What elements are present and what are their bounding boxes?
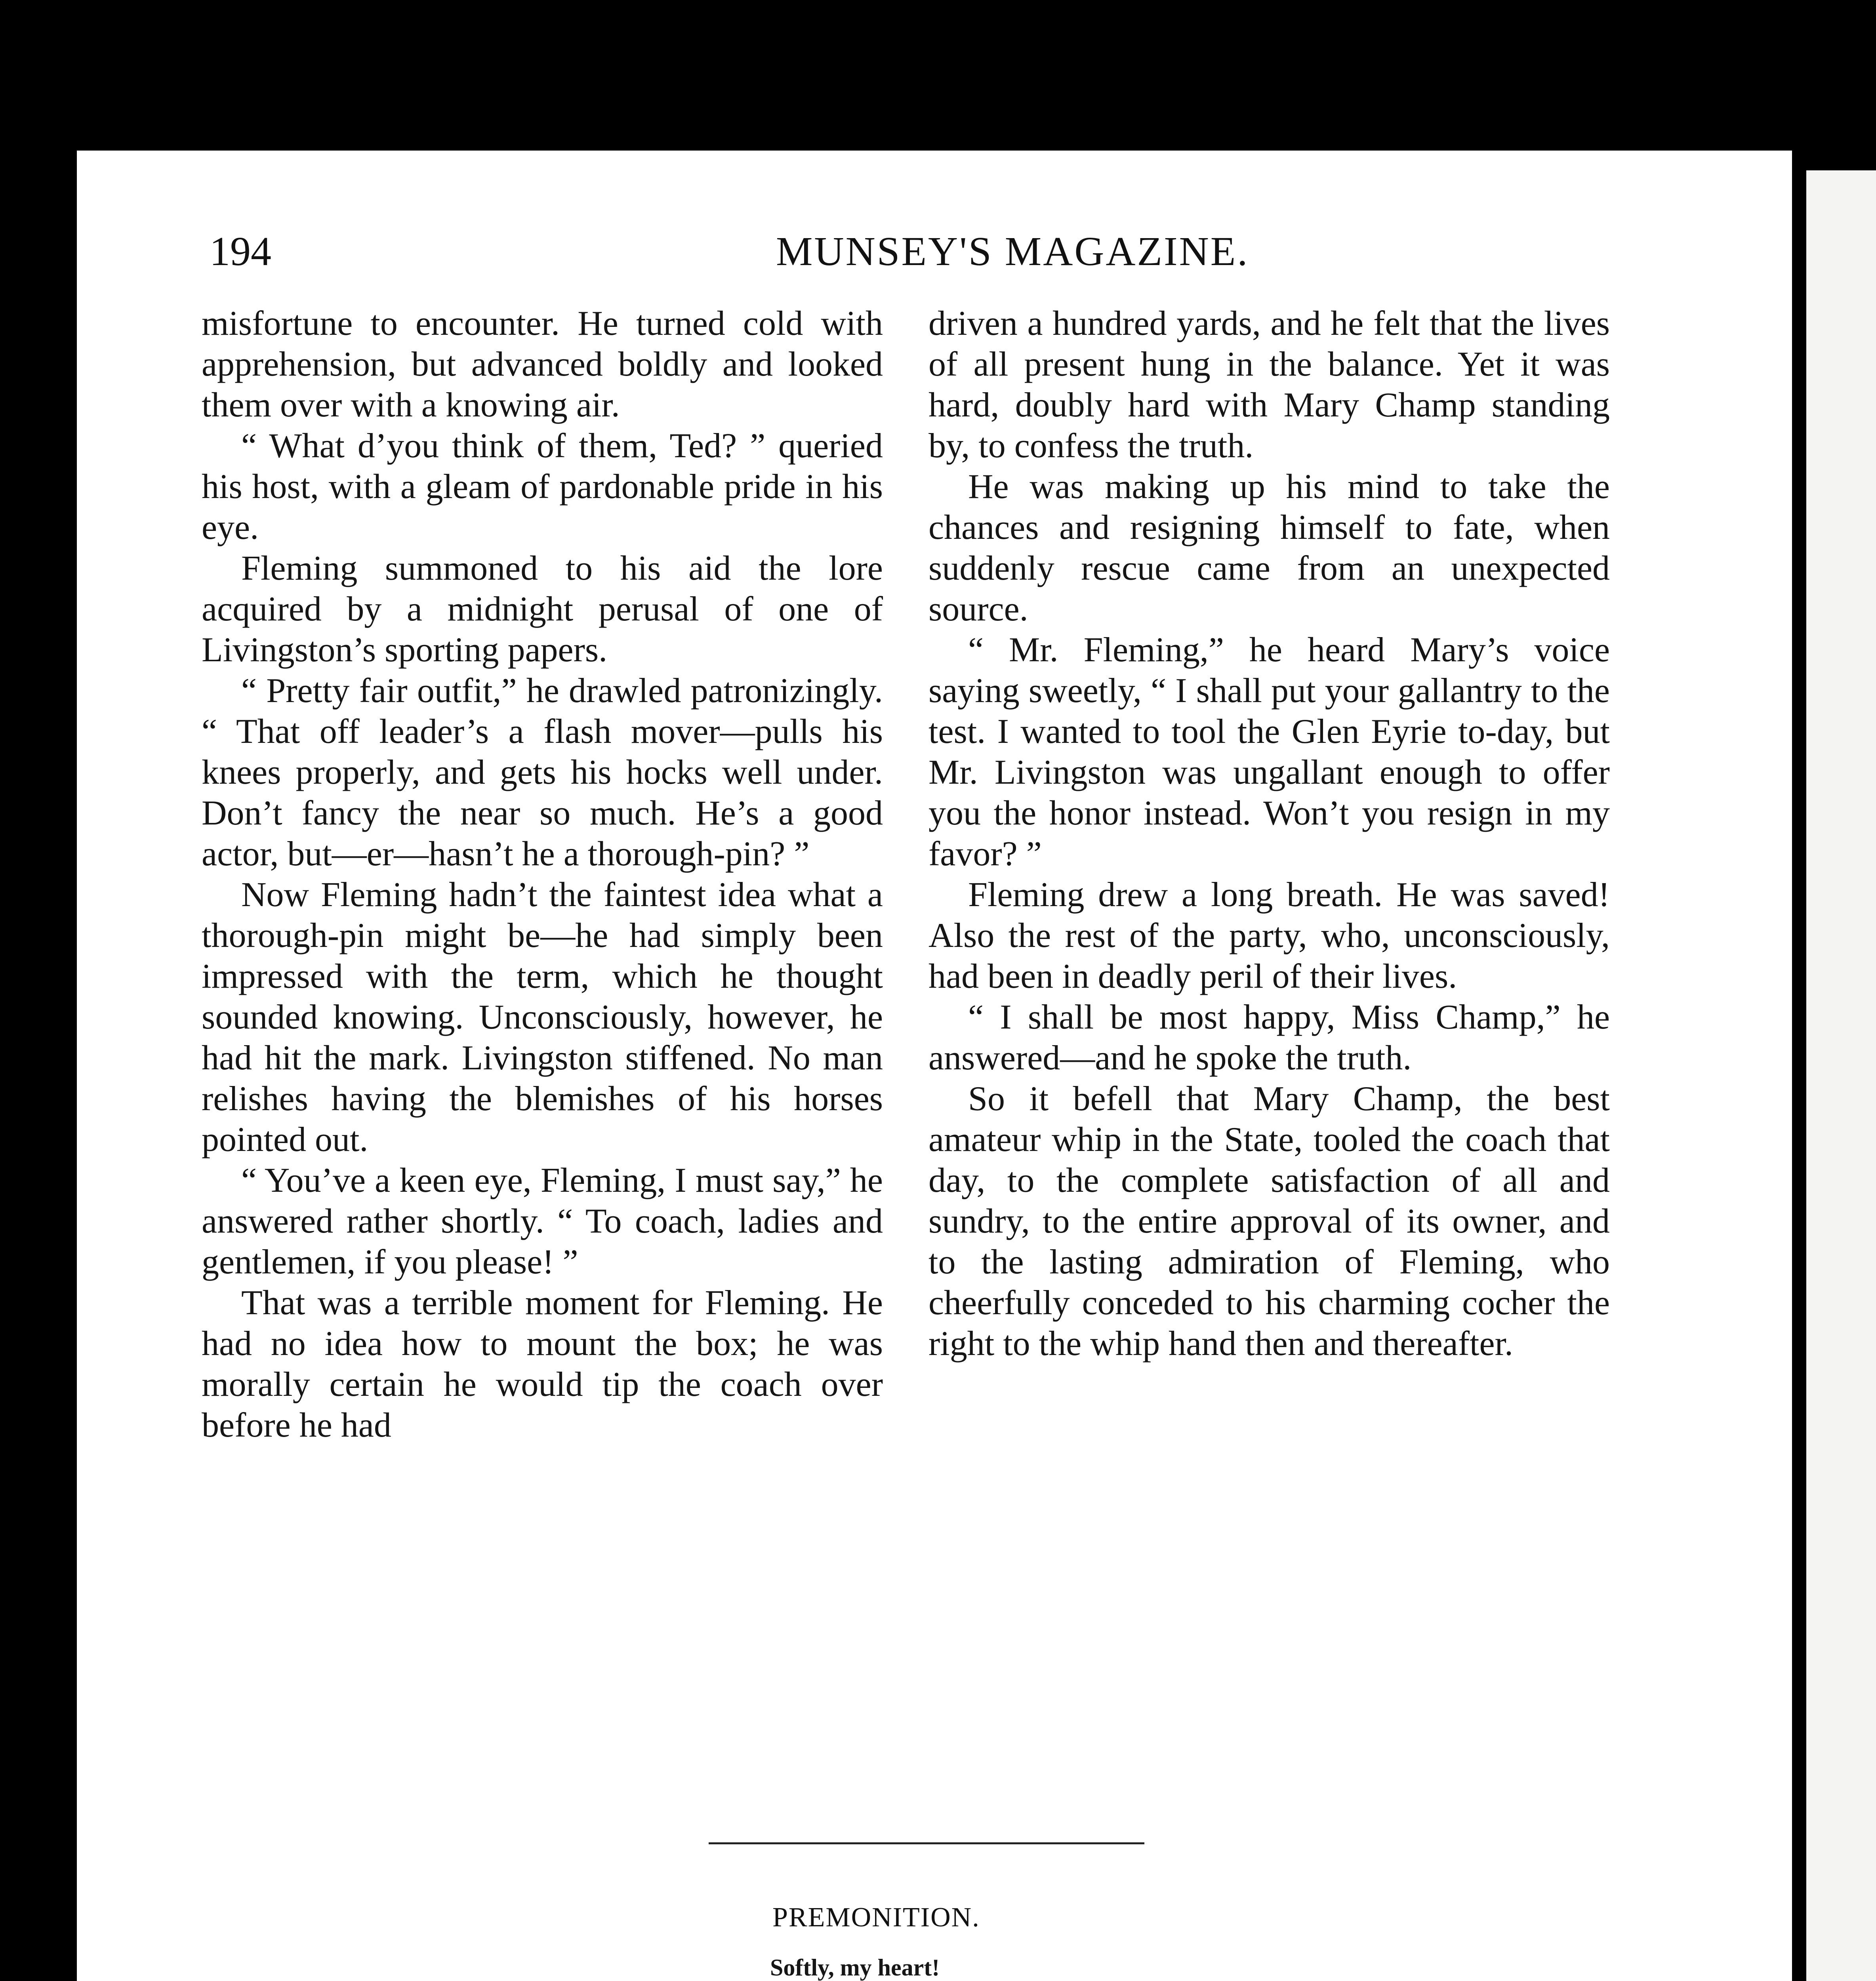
page-number: 194 <box>210 229 271 274</box>
paragraph: Fleming summoned to his aid the lore acquired by a midnight perusal of one of Livingston’s sporting papers. <box>202 549 883 669</box>
paragraph: “ Mr. Fleming,” he heard Mary’s voice saying sweetly, “ I shall put your gallantry to the test. I wanted to tool the Glen Eyrie to-day, but Mr. Livingston was ungallant enough to offer you the honor instead. Won’t you resign in my favor? ” <box>928 631 1610 873</box>
paragraph: misfortune to encounter. He turned cold with apprehension, but advanced boldly and looked them over with a knowing air. <box>202 304 883 424</box>
page-header <box>210 228 1695 279</box>
paragraph: “ Pretty fair outfit,” he drawled patronizingly. “ That off leader’s a flash mover—pulls his knees properly, and gets his hocks well under. Don’t fancy the near so much. He’s a good actor, but—er—hasn’t he a thorough-pin? ” <box>202 672 883 873</box>
paragraph: “ I shall be most happy, Miss Champ,” he answered—and he spoke the truth. <box>928 998 1610 1077</box>
facing-page-edge <box>1806 170 1876 1981</box>
paragraph: Fleming drew a long breath. He was saved! Also the rest of the party, who, unconsciously, had been in deadly peril of their lives. <box>928 876 1610 996</box>
running-title: MUNSEY'S MAGAZINE. <box>776 229 1249 274</box>
paragraph: “ What d’you think of them, Ted? ” queried his host, with a gleam of pardonable pride in his eye. <box>202 427 883 547</box>
paragraph: “ You’ve a keen eye, Fleming, I must say,” he answered rather shortly. “ To coach, ladies and gentlemen, if you please! ” <box>202 1161 883 1281</box>
paragraph: So it befell that Mary Champ, the best amateur whip in the State, tooled the coach that day, to the complete satisfaction of all and sundry, to the entire approval of its owner, and to the lasting admiration of Fleming, who cheerfully conceded to his charming cocher the right to the whip hand then and thereafter. <box>928 1080 1610 1363</box>
section-divider <box>709 1842 1144 1844</box>
magazine-page <box>77 151 1792 1981</box>
poem-title: PREMONITION. <box>772 1902 980 1933</box>
poem-stanza <box>643 1951 1317 1981</box>
left-column <box>202 303 883 1446</box>
paragraph: Now Fleming hadn’t the faintest idea what a thorough-pin might be—he had simply been impressed with the term, which he thought sounded knowing. Unconsciously, however, he had hit the mark. Livingston stiffened. No man relishes having the blemishes of his horses pointed out. <box>202 876 883 1159</box>
paragraph: That was a terrible moment for Fleming. He had no idea how to mount the box; he was morally certain he would tip the coach over before he had <box>202 1284 883 1445</box>
paragraph: driven a hundred yards, and he felt that the lives of all present hung in the balance. Yet it was hard, doubly hard with Mary Champ standing by, to confess the truth. <box>928 304 1610 465</box>
poem-line: Softly, my heart! <box>770 1954 940 1981</box>
right-column <box>928 303 1610 1364</box>
paragraph: He was making up his mind to take the chances and resigning himself to fate, when suddenly rescue came from an unexpected source. <box>928 468 1610 628</box>
